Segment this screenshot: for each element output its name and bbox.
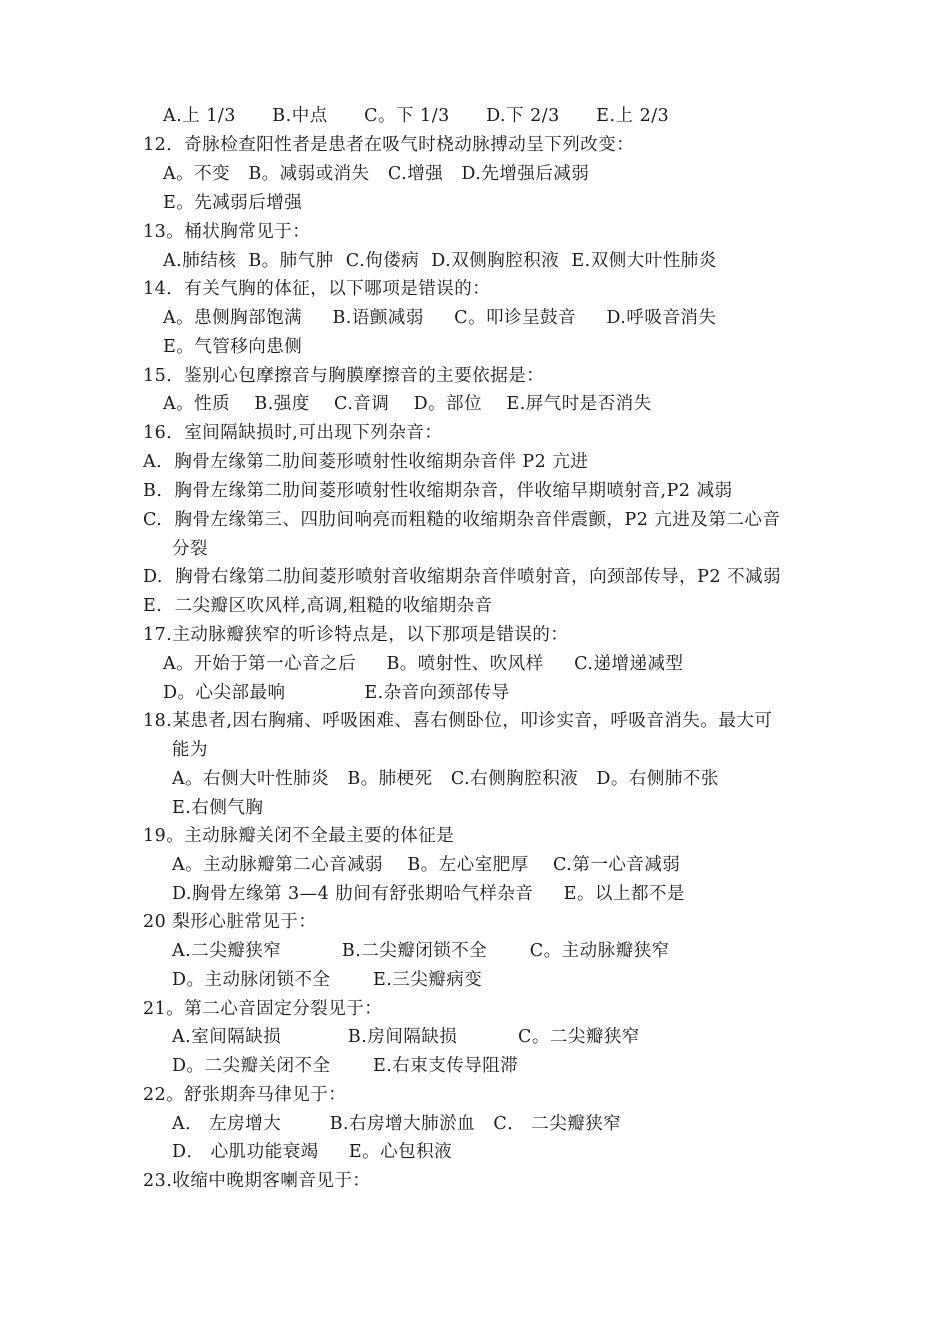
q12-stem: 12．奇脉检查阳性者是患者在吸气时桡动脉搏动呈下列改变： — [143, 135, 635, 155]
q20-options-cont: D。主动脉闭锁不全 E.三尖瓣病变 — [172, 970, 483, 990]
q20-stem: 20 梨形心脏常见于： — [143, 912, 317, 932]
q19-options: A。主动脉瓣第二心音减弱 B。左心室肥厚 C.第一心音减弱 — [172, 855, 681, 875]
q16-option-e: E. 二尖瓣区吹风样,高调,粗糙的收缩期杂音 — [143, 596, 493, 616]
q17-options: A。开始于第一心音之后 B。喷射性、吹风样 C.递增递减型 — [163, 654, 684, 674]
q13-options: A.肺结核 B。肺气肿 C.佝偻病 D.双侧胸腔积液 E.双侧大叶性肺炎 — [163, 251, 717, 271]
q16-option-c: C. 胸骨左缘第三、四肋间响亮而粗糙的收缩期杂音伴震颤，P2 亢进及第二心音 — [143, 510, 781, 530]
q18-stem-cont: 能为 — [172, 740, 208, 760]
q17-options-cont: D。心尖部最响 E.杂音向颈部传导 — [163, 683, 510, 703]
q22-options: A． 左房增大 B.右房增大肺淤血 C． 二尖瓣狭窄 — [172, 1114, 622, 1134]
q15-stem: 15．鉴别心包摩擦音与胸膜摩擦音的主要依据是： — [143, 366, 545, 386]
q14-options: A。患侧胸部饱满 B.语颤减弱 C。叩诊呈鼓音 D.呼吸音消失 — [163, 308, 717, 328]
q21-options-cont: D。二尖瓣关闭不全 E.右束支传导阻滞 — [172, 1056, 519, 1076]
q17-stem: 17.主动脉瓣狭窄的听诊特点是，以下那项是错误的： — [143, 625, 569, 645]
q21-options: A.室间隔缺损 B.房间隔缺损 C。二尖瓣狭窄 — [172, 1027, 640, 1047]
q19-options-cont: D.胸骨左缘第 3—4 肋间有舒张期哈气样杂音 E。以上都不是 — [172, 884, 685, 904]
q22-options-cont: D． 心肌功能衰竭 E。心包积液 — [172, 1142, 453, 1162]
q12-options: A。不变 B。减弱或消失 C.增强 D.先增强后减弱 — [163, 164, 590, 184]
q14-options-cont: E。气管移向患侧 — [163, 337, 303, 357]
q21-stem: 21。第二心音固定分裂见于： — [143, 999, 383, 1019]
q16-option-c-cont: 分裂 — [172, 539, 208, 559]
q16-option-b: B. 胸骨左缘第二肋间菱形喷射性收缩期杂音，伴收缩早期喷射音,P2 减弱 — [143, 481, 733, 501]
q18-stem: 18.某患者,因右胸痛、呼吸困难、喜右侧卧位，叩诊实音，呼吸音消失。最大可 — [143, 711, 773, 731]
q23-stem: 23.收缩中晚期客喇音见于： — [143, 1171, 371, 1191]
q20-options: A.二尖瓣狭窄 B.二尖瓣闭锁不全 C。主动脉瓣狭窄 — [172, 941, 670, 961]
q12-options-cont: E。先减弱后增强 — [163, 193, 303, 213]
q18-options: A。右侧大叶性肺炎 B。肺梗死 C.右侧胸腔积液 D。右侧肺不张 — [172, 769, 719, 789]
q16-stem: 16．室间隔缺损时,可出现下列杂音： — [143, 423, 443, 443]
q16-option-d: D. 胸骨右缘第二肋间菱形喷射音收缩期杂音伴喷射音，向颈部传导，P2 不减弱 — [143, 567, 782, 587]
q14-stem: 14．有关气胸的体征，以下哪项是错误的： — [143, 279, 491, 299]
q15-options: A。性质 B.强度 C.音调 D。部位 E.屏气时是否消失 — [163, 394, 652, 414]
q11-options: A.上 1/3 B.中点 C。下 1/3 D.下 2/3 E.上 2/3 — [163, 106, 670, 126]
q19-stem: 19。主动脉瓣关闭不全最主要的体征是 — [143, 826, 455, 846]
q13-stem: 13。桶状胸常见于： — [143, 222, 311, 242]
q16-option-a: A. 胸骨左缘第二肋间菱形喷射性收缩期杂音伴 P2 亢进 — [143, 452, 589, 472]
q22-stem: 22。舒张期奔马律见于： — [143, 1085, 347, 1105]
q18-options-cont: E.右侧气胸 — [172, 798, 264, 818]
